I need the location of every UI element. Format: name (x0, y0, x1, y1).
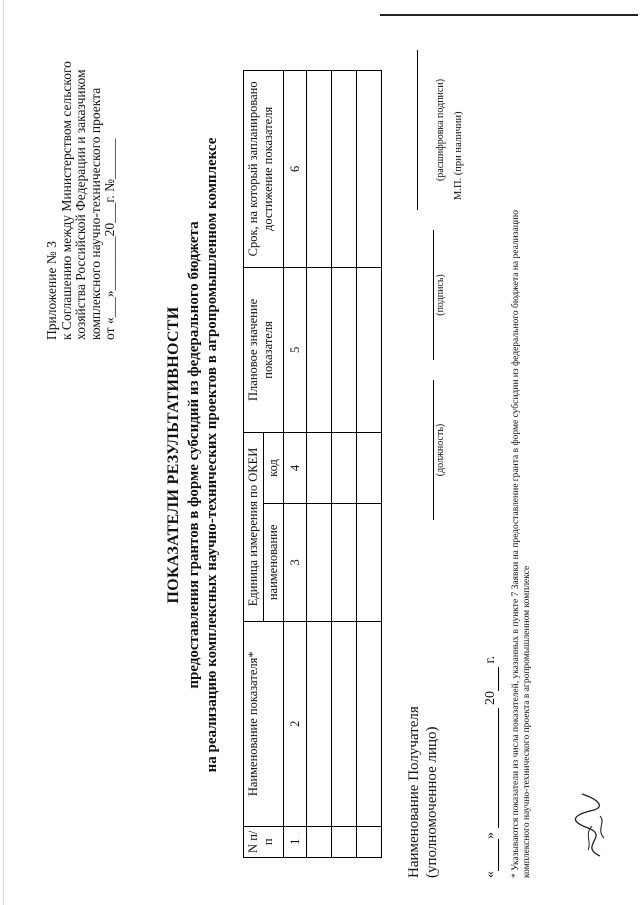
header-indicator-name: Наименование показателя* (244, 621, 284, 826)
year-prefix: 20 (483, 691, 498, 705)
table-cell (307, 621, 332, 826)
table-cell (307, 267, 332, 432)
table-cell (332, 433, 357, 504)
page-edge-line (3, 0, 4, 905)
table-cell (357, 503, 382, 621)
appendix-title: Приложение № 3 (44, 241, 59, 340)
header-unit-code: код (264, 433, 284, 504)
table-cell (332, 503, 357, 621)
table-cell (357, 267, 382, 432)
table-cell (307, 503, 332, 621)
header-unit: Единица измерения по ОКЕИ (244, 433, 264, 622)
header-deadline: Срок, на который запланировано достижение показателя (244, 71, 284, 268)
table-cell (357, 433, 382, 504)
appendix-block (45, 61, 118, 340)
handwritten-signature (570, 790, 615, 860)
column-numbering-row (284, 71, 307, 858)
column-number: 4 (284, 433, 307, 504)
table-row (307, 71, 332, 858)
decoding-caption: (расшифровка подписи) (435, 78, 446, 182)
footnote-line: * Указываются показатели из числа показателей, указанных в пункте 7 Заявки на предоставление гранта в форме субсидии из федерального бюджета на реализацию (511, 210, 521, 878)
date-open-quote: « (483, 871, 498, 878)
appendix-line: хозяйства Российской Федерации и заказчиком (73, 69, 89, 340)
table-cell (357, 826, 382, 857)
table-cell (332, 826, 357, 857)
landscape-page (5, 10, 635, 900)
header-planned-value: Плановое значение показателя (244, 267, 284, 432)
table-cell (357, 621, 382, 826)
table-header-row (244, 71, 264, 858)
table-cell (307, 826, 332, 857)
month-blank (484, 709, 499, 829)
table-cell (307, 433, 332, 504)
footnote (511, 210, 533, 878)
table-row (332, 71, 357, 858)
document-title: ПОКАЗАТЕЛИ РЕЗУЛЬТАТИВНОСТИ (165, 306, 182, 604)
position-caption: (должность) (435, 423, 446, 477)
table-cell (332, 71, 357, 268)
decoding-line (417, 50, 418, 210)
year-blank (484, 667, 499, 691)
table-cell (357, 71, 382, 268)
column-number: 5 (284, 267, 307, 432)
appendix-line: к Соглашению между Министерством сельского (58, 61, 74, 340)
column-number: 1 (284, 826, 307, 857)
day-blank (484, 839, 499, 871)
document-subtitle: на реализацию комплексных научно-технических проектов в агропромышленном комплексе (204, 137, 220, 773)
position-line (433, 380, 434, 520)
column-number: 6 (284, 71, 307, 268)
year-suffix: г. (483, 655, 498, 664)
footnote-line: комплексного научно-технического проекта в агропромышленном комплексе (522, 565, 532, 878)
recipient-name-label: Наименование Получателя (406, 706, 422, 878)
table-cell (332, 621, 357, 826)
header-unit-name: наименование (264, 503, 284, 621)
table-row (357, 71, 382, 858)
signature-caption: (подпись) (435, 274, 446, 316)
date-line (483, 656, 499, 878)
appendix-line: комплексного научно-технического проекта (87, 87, 103, 340)
date-close-quote: » (483, 832, 498, 839)
indicators-table (243, 70, 382, 858)
recipient-authorized-label: (уполномоченное лицо) (424, 726, 440, 878)
recipient-block (405, 706, 441, 878)
document-subtitle: предоставления грантов в форме субсидий из федерального бюджета (186, 221, 202, 689)
stamp-caption: М.П. (при наличии) (453, 111, 464, 200)
column-number: 3 (284, 503, 307, 621)
appendix-date-number: от «___»________20___г. №______ (102, 138, 118, 340)
table-cell (307, 71, 332, 268)
table-cell (332, 267, 357, 432)
signature-line (433, 230, 434, 360)
header-num: N п/п (244, 826, 284, 857)
column-number: 2 (284, 621, 307, 826)
